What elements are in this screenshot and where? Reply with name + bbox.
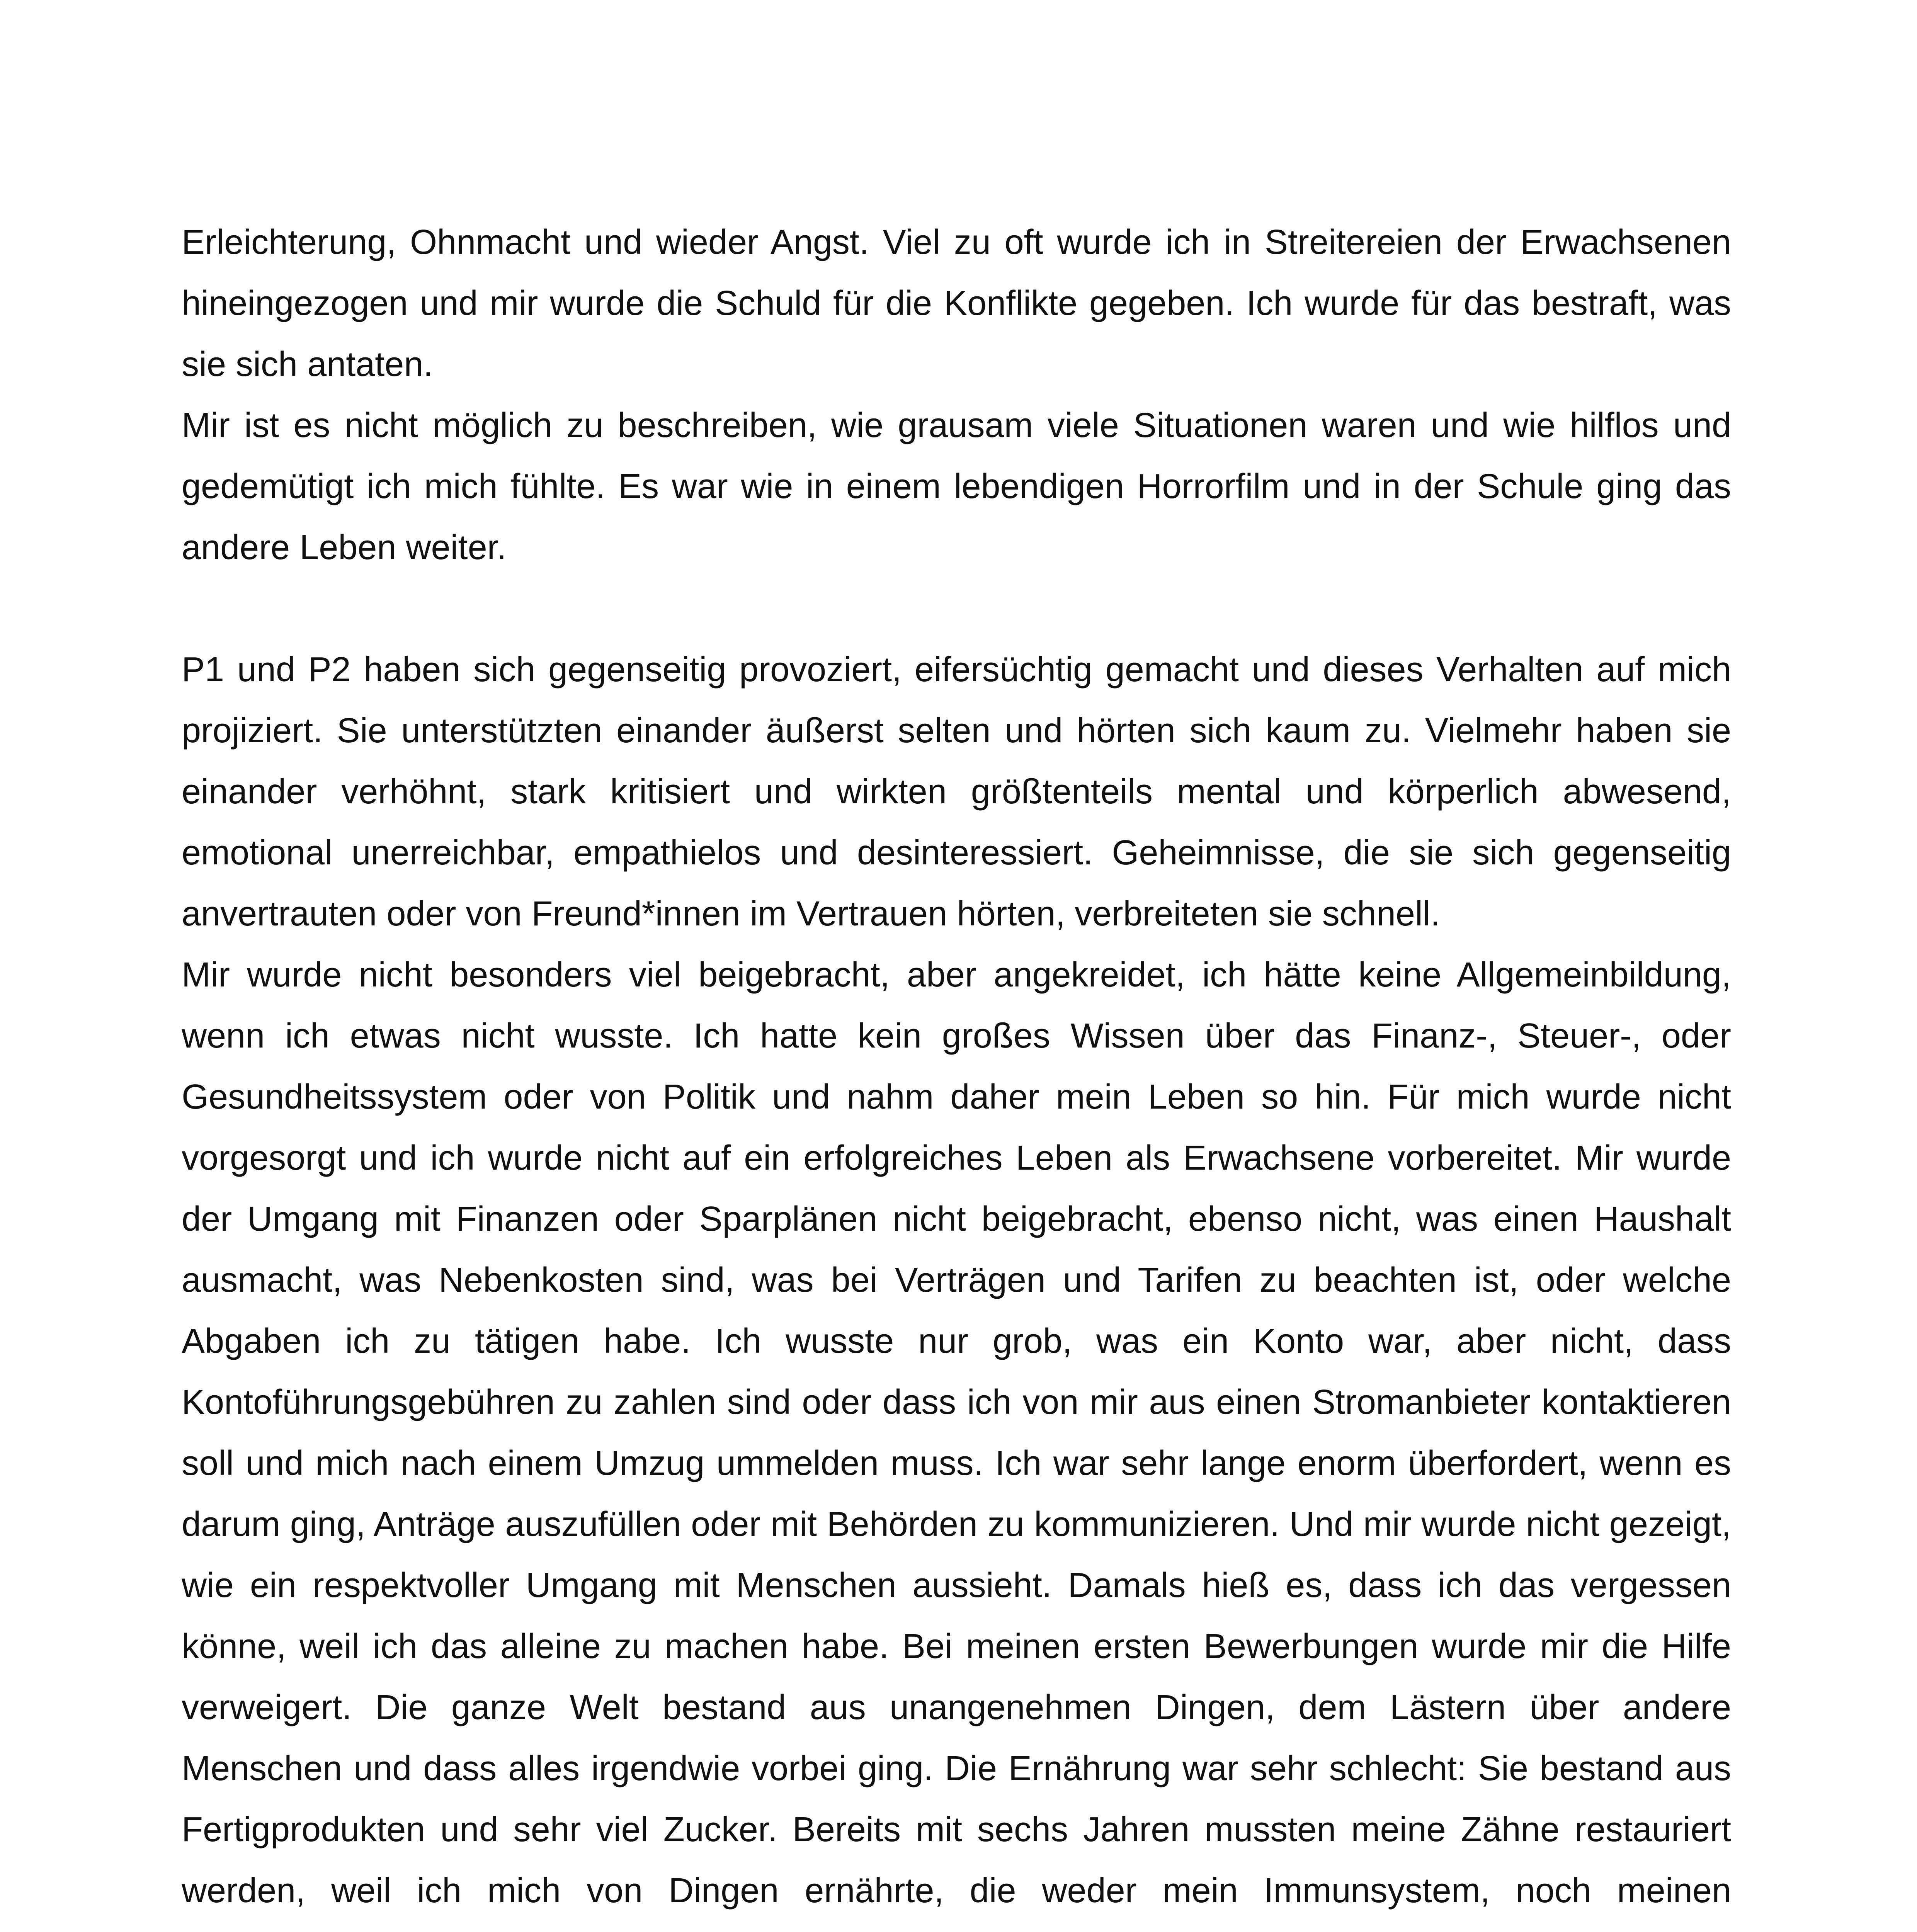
paragraph-2: Mir ist es nicht möglich zu beschreiben, wie grausam viele Situationen waren und wie hilflos und gedemütigt ich mich fühlte. Es war wie in einem lebendigen Horrorfilm und in der Schule ging das andere Leben weiter. xyxy=(182,406,1731,567)
body-text xyxy=(182,212,1731,1932)
paragraph-1: Erleichterung, Ohnmacht und wieder Angst. Viel zu oft wurde ich in Streitereien der Erwachsenen hineingezogen und mir wurde die Schuld für die Konflikte gegeben. Ich wurde für das bestraft, was sie sich antaten. xyxy=(182,223,1731,384)
paragraph-4: Mir wurde nicht besonders viel beigebracht, aber angekreidet, ich hätte keine Allgemeinbildung, wenn ich etwas nicht wusste. Ich hatte kein großes Wissen über das Finanz-, Steuer-, oder Gesundheitssystem oder von Politik und nahm daher mein Leben so hin. Für mich wurde nicht vorgesorgt und ich wurde nicht auf ein erfolgreiches Leben als Erwachsene vorbereitet. Mir wurde der Umgang mit Finanzen oder Sparplänen nicht beigebracht, ebenso nicht, was einen Haushalt ausmacht, was Nebenkosten sind, was bei Verträgen und Tarifen zu beachten ist, oder welche Abgaben ich zu tätigen habe. Ich wusste nur grob, was ein Konto war, aber nicht, dass Kontoführungsgebühren zu zahlen sind oder dass ich von mir aus einen Stromanbieter kontaktieren soll und mich nach einem Umzug ummelden muss. Ich war sehr lange enorm überfordert, wenn es darum ging, Anträge auszufüllen oder mit Behörden zu kommunizieren. Und mir wurde nicht gezeigt, wie ein respektvoller Umgang mit Menschen aussieht. Damals hieß es, dass ich das vergessen könne, weil ich das alleine zu machen habe. Bei meinen ersten Bewerbungen wurde mir die Hilfe verweigert. Die ganze Welt bestand aus unangenehmen Dingen, dem Lästern über andere Menschen und dass alles irgendwie vorbei ging. Die Ernährung war sehr schlecht: Sie bestand aus Fertigprodukten und sehr viel Zucker. Bereits mit sechs Jahren mussten meine Zähne restauriert werden, weil ich mich von Dingen ernährte, die weder mein Immunsystem, noch meinen xyxy=(182,956,1731,1910)
paragraph-3: P1 und P2 haben sich gegenseitig provoziert, eifersüchtig gemacht und dieses Verhalten auf mich projiziert. Sie unterstützten einander äußerst selten und hörten sich kaum zu. Vielmehr haben sie einander verhöhnt, stark kritisiert und wirkten größtenteils mental und körperlich abwesend, emotional unerreichbar, empathielos und desinteressiert. Geheimnisse, die sie sich gegenseitig anvertrauten oder von Freund*innen im Vertrauen hörten, verbreiteten sie schnell. xyxy=(182,650,1731,933)
